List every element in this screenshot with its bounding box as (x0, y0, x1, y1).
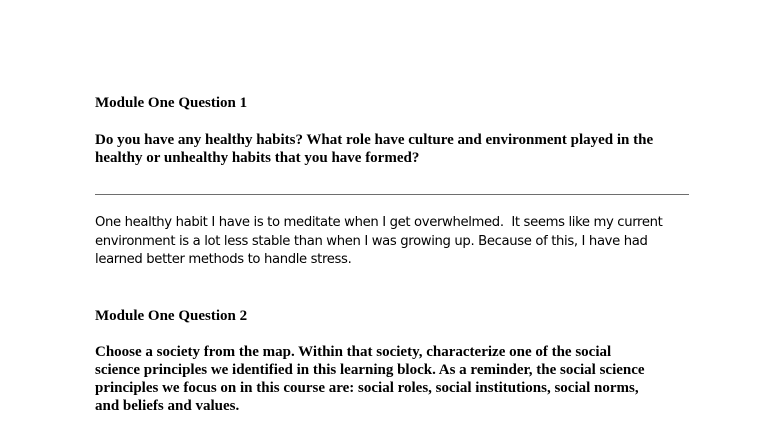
question-2-prompt-line: principles we focus on in this course are: social roles, social institutions, social norms, (95, 380, 639, 396)
question-2-prompt (95, 343, 645, 415)
question-1-prompt (95, 131, 653, 167)
answer-divider-line (95, 194, 689, 195)
question-2-prompt-line: Choose a society from the map. Within that society, characterize one of the social (95, 344, 612, 360)
question-1-answer (95, 214, 662, 270)
question-1-answer-line: environment is a lot less stable than when I was growing up. Because of this, I have had (95, 233, 648, 249)
question-1-title: Module One Question 1 (95, 95, 248, 111)
question-2-prompt-line: and beliefs and values. (95, 398, 240, 414)
question-1-prompt-line: healthy or unhealthy habits that you have formed? (95, 150, 420, 166)
question-2-title: Module One Question 2 (95, 308, 248, 324)
question-2-prompt-line: science principles we identified in this learning block. As a reminder, the social science (95, 362, 645, 378)
question-1-prompt-line: Do you have any healthy habits? What role have culture and environment played in the (95, 132, 654, 148)
question-1-answer-line: One healthy habit I have is to meditate when I get overwhelmed. It seems like my current (95, 215, 663, 230)
question-1-answer-line: learned better methods to handle stress. (95, 252, 352, 267)
